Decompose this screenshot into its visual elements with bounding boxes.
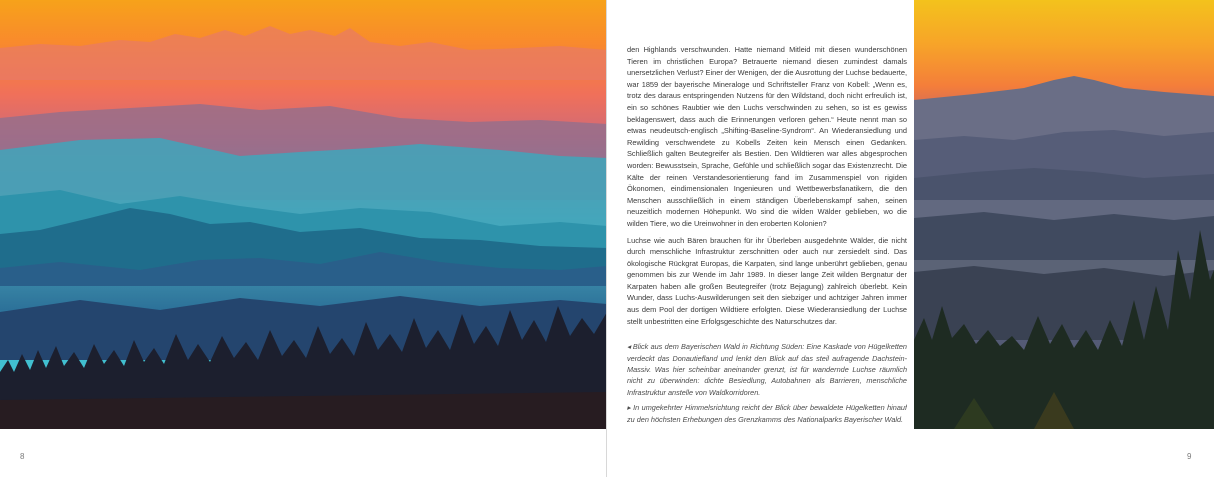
caption-right-photo: ▸ In umgekehrter Himmelsrichtung reicht der Blick über bewaldete Hügelketten hinauf zu den höchsten Erhebungen des Grenzkamms des Nationalparks Bayerischer Wald. — [627, 403, 907, 424]
page-number-right: 9 — [1187, 452, 1192, 461]
body-paragraph-1: den Highlands verschwunden. Hatte niemand Mitleid mit diesen wunderschönen Tieren im christlichen Europa? Betrauerte niemand diesen zumindest damals unersetzlichen Verlust? Einer der Wenigen, der die Ausrottung der Luchse bedauerte, war 1859 der bayerische Mineraloge und Schriftsteller Franz von Kobell: „Wenn es, trotz des daraus entspringenden Nutzens für den Wildstand, doch nicht erfreulich ist, ein so schönes Raubtier wie den Luchs verschwinden zu sehen, so ist es gewiss beklagenswert, dass auch die Erinnerungen verloren gehen.“ Heute nennt man so etwas neudeutsch-englisch „Shifting-Baseline-Syndrom“. An Wiederansiedlung und Rewilding verschwendete zu Kobells Zeiten kein Mensch einen Gedanken. Schließlich galten Beutegreifer als Bestien. Den Wildtieren war alles abgesprochen worden: Bewusstsein, Sprache, Gefühle und schließlich sogar das Existenzrecht. Die Kälte der reinen Verstandesorientierung fand im Zusammenspiel von rigiden Ökonomen, eindimensionalen Ingenieuren und Wettbewerbsfanatikern, die den Menschen ausschließlich in einem ständigen Überlebenskampf sahen, seinen neuzeitlich modernen Höhepunkt. Wo sind die wilden Wälder geblieben, wo die wilden Tiere, wo die Ureinwohner in den eroberten Kolonien? — [627, 45, 907, 228]
landscape-photo-north-view — [914, 0, 1214, 429]
landscape-photo-south-view — [0, 0, 607, 429]
text-column — [627, 44, 907, 429]
caption-left-photo: ◂ Blick aus dem Bayerischen Wald in Richtung Süden: Eine Kaskade von Hügelketten verdeckt das Donautiefland und lenkt den Blick auf das steil aufragende Dachstein-Massiv. Was hier scheinbar aneinander grenzt, ist für wandernde Luchse räumlich nicht zu überwinden: dichte Besiedlung, Autobahnen als Barrieren, menschliche Infrastruktur anstelle von Waldkorridoren. — [627, 342, 907, 397]
body-paragraph-2: Luchse wie auch Bären brauchen für ihr Überleben ausgedehnte Wälder, die nicht durch menschliche Infrastruktur zerschnitten oder auch nur zersiedelt sind. Das ökologische Rückgrat Europas, die Karpaten, sind lange unberührt geblieben, genau genommen bis zur Wende im Jahr 1989. In dieser lange Zeit wilden Bergnatur der Karpaten haben alle großen Beutegreifer (trotz Bejagung) zahlreich überlebt. Kein Wunder, dass Luchs-Auswilderungen seit den siebziger und achtziger Jahren immer aus dem Pool der dortigen Wildtiere erfolgten. Diese Wiederansiedlung der Luchse stellt unbestritten eine Erfolgsgeschichte des Naturschutzes dar. — [627, 235, 907, 326]
right-page — [607, 0, 1214, 477]
photo-captions — [627, 341, 907, 425]
page-number-left: 8 — [20, 452, 25, 461]
